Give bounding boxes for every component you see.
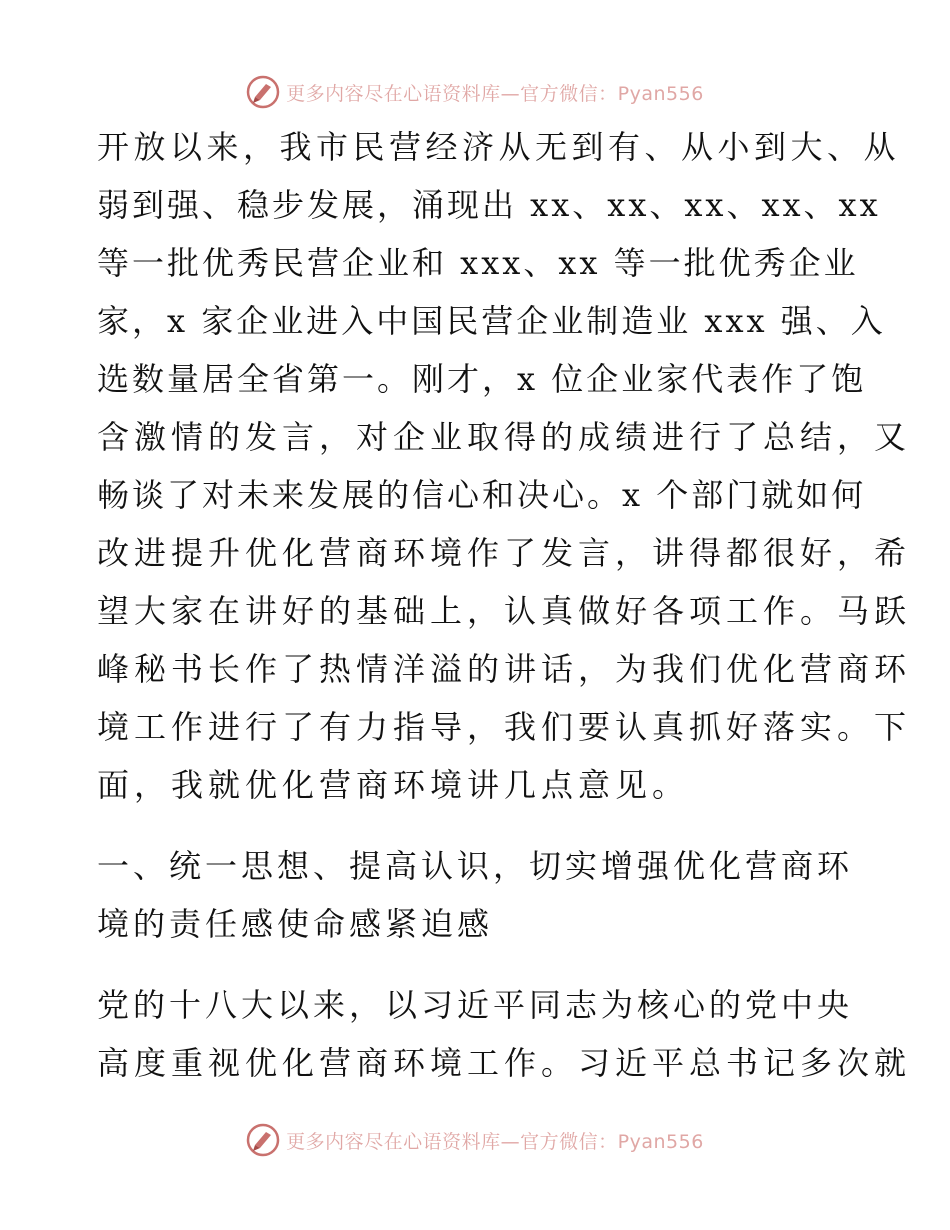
- header-banner-text: 更多内容尽在心语资料库—官方微信：Pyan556: [286, 82, 704, 105]
- text-line: 弱到强、稳步发展，涌现出 xx、xx、xx、xx、xx: [97, 186, 881, 224]
- logo-icon: [246, 75, 280, 109]
- text-line: 高度重视优化营商环境工作。习近平总书记多次就: [97, 1044, 912, 1082]
- text-line: 开放以来，我市民营经济从无到有、从小到大、从: [97, 128, 901, 166]
- footer-banner-text: 更多内容尽在心语资料库—官方微信：Pyan556: [286, 1130, 704, 1153]
- logo-icon: [246, 1123, 280, 1157]
- text-line: 选数量居全省第一。刚才，x 位企业家代表作了饱: [97, 360, 867, 398]
- footer-banner: [0, 1120, 950, 1160]
- text-line: 望大家在讲好的基础上，认真做好各项工作。马跃: [97, 592, 912, 630]
- document-body: [97, 118, 912, 1092]
- text-line: 境工作进行了有力指导，我们要认真抓好落实。下: [97, 708, 912, 746]
- text-line: 畅谈了对未来发展的信心和决心。x 个部门就如何: [97, 476, 867, 514]
- text-line: 党的十八大以来，以习近平同志为核心的党中央: [97, 986, 854, 1024]
- paragraph: [97, 118, 912, 814]
- text-line: 含激情的发言，对企业取得的成绩进行了总结，又: [97, 418, 912, 456]
- paragraph: [97, 976, 912, 1092]
- section-heading: [97, 837, 867, 953]
- text-line: 家，x 家企业进入中国民营企业制造业 xxx 强、入: [97, 302, 886, 340]
- text-line: 峰秘书长作了热情洋溢的讲话，为我们优化营商环: [97, 650, 912, 688]
- heading-line: 一、统一思想、提高认识，切实增强优化营商环: [97, 847, 854, 885]
- text-line: 改进提升优化营商环境作了发言，讲得都很好，希: [97, 534, 912, 572]
- header-banner: [0, 72, 950, 112]
- text-line: 面，我就优化营商环境讲几点意见。: [97, 766, 690, 804]
- text-line: 等一批优秀民营企业和 xxx、xx 等一批优秀企业: [97, 244, 859, 282]
- heading-line: 境的责任感使命感紧迫感: [97, 905, 494, 943]
